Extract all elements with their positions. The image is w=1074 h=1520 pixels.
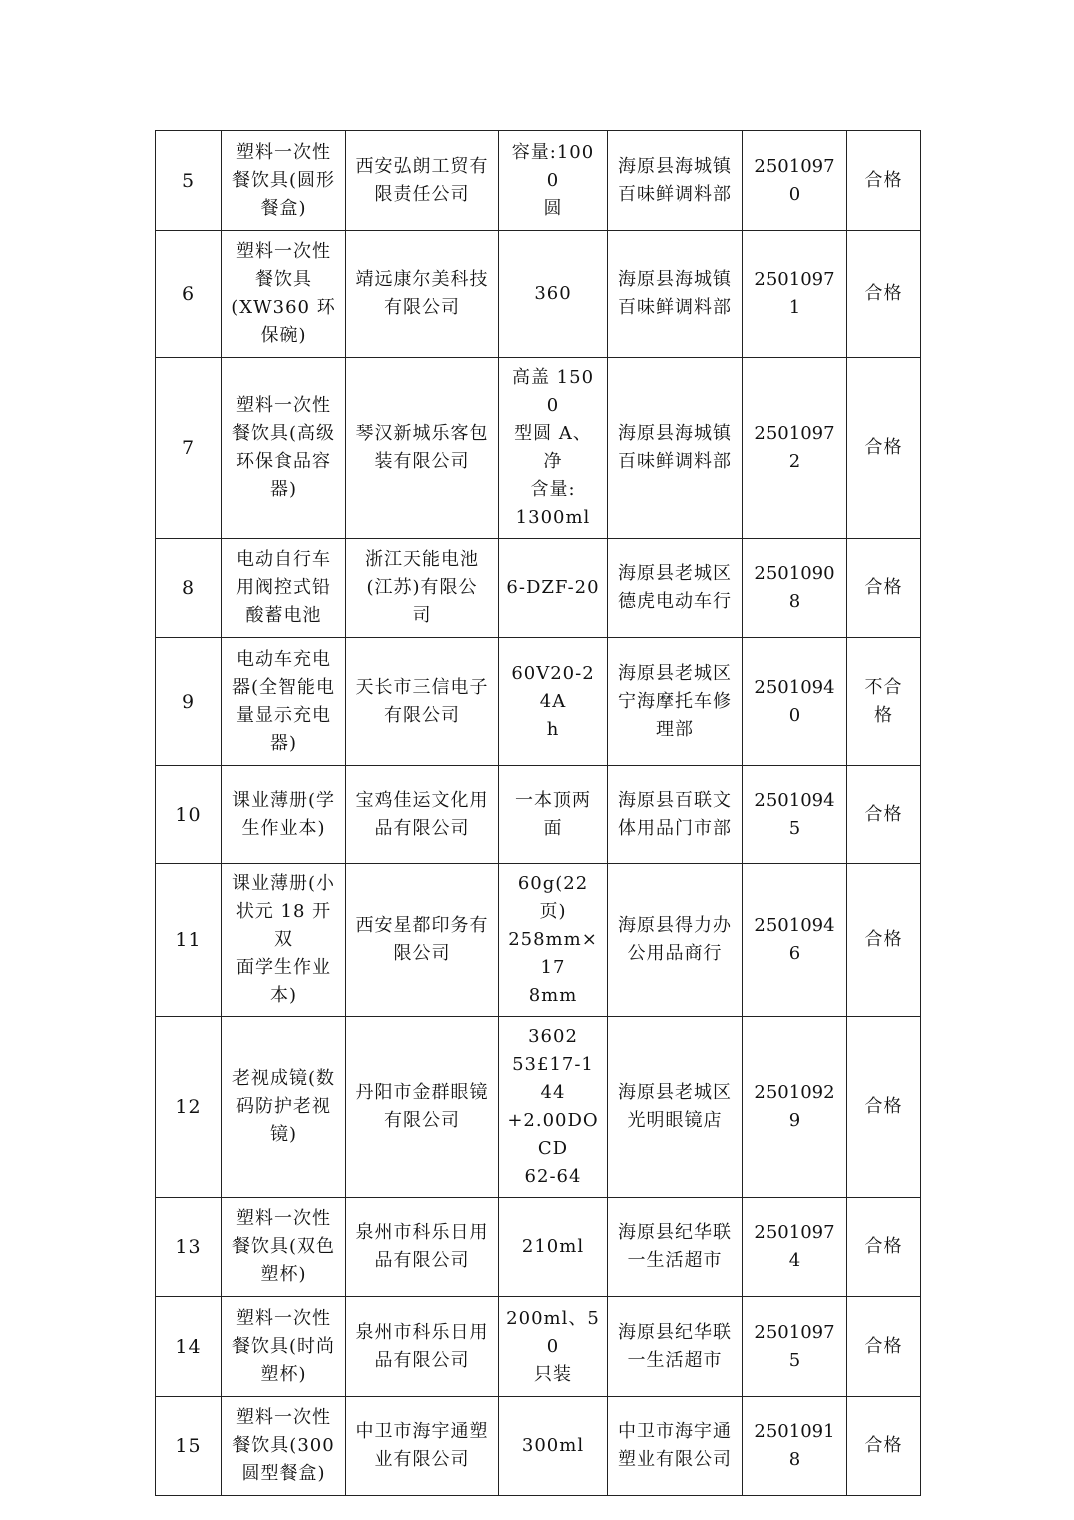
cell-specification: 6-DZF-20: [499, 539, 608, 638]
cell-specification: 300ml: [499, 1397, 608, 1496]
cell-sampled-seller: 海原县纪华联 一生活超市: [608, 1297, 743, 1397]
cell-result: 合格: [847, 1017, 921, 1198]
cell-product-name: 塑料一次性 餐饮具(时尚 塑杯): [222, 1297, 346, 1397]
cell-producer: 靖远康尔美科技 有限公司: [346, 231, 499, 358]
cell-specification: 容量:1000 圆: [499, 131, 608, 231]
cell-producer: 西安星都印务有 限公司: [346, 864, 499, 1017]
cell-product-name: 塑料一次性 餐饮具(双色 塑杯): [222, 1198, 346, 1297]
cell-sample-code: 25010972: [743, 358, 847, 539]
cell-result: 合格: [847, 131, 921, 231]
cell-sample-code: 25010918: [743, 1397, 847, 1496]
cell-product-name: 塑料一次性 餐饮具(高级 环保食品容 器): [222, 358, 346, 539]
cell-sampled-seller: 海原县百联文 体用品门市部: [608, 766, 743, 864]
cell-sample-code: 25010945: [743, 766, 847, 864]
cell-product-name: 电动自行车 用阀控式铅 酸蓄电池: [222, 539, 346, 638]
cell-producer: 泉州市科乐日用 品有限公司: [346, 1297, 499, 1397]
cell-serial-number: 15: [156, 1397, 222, 1496]
table-row: [156, 1297, 921, 1397]
cell-sampled-seller: 中卫市海宇通 塑业有限公司: [608, 1397, 743, 1496]
table-row: [156, 539, 921, 638]
cell-producer: 浙江天能电池 (江苏)有限公 司: [346, 539, 499, 638]
cell-specification: 210ml: [499, 1198, 608, 1297]
cell-sample-code: 25010974: [743, 1198, 847, 1297]
table-row: [156, 131, 921, 231]
cell-sampled-seller: 海原县得力办 公用品商行: [608, 864, 743, 1017]
cell-sampled-seller: 海原县海城镇 百味鲜调料部: [608, 231, 743, 358]
cell-result: 合格: [847, 539, 921, 638]
cell-serial-number: 6: [156, 231, 222, 358]
inspection-results-table: [155, 130, 921, 1496]
cell-sample-code: 25010946: [743, 864, 847, 1017]
table-row: [156, 766, 921, 864]
cell-sample-code: 25010971: [743, 231, 847, 358]
cell-result: 合格: [847, 864, 921, 1017]
cell-product-name: 塑料一次性 餐饮具(300 圆型餐盒): [222, 1397, 346, 1496]
cell-producer: 泉州市科乐日用 品有限公司: [346, 1198, 499, 1297]
cell-sampled-seller: 海原县海城镇 百味鲜调料部: [608, 358, 743, 539]
cell-serial-number: 14: [156, 1297, 222, 1397]
cell-result: 合格: [847, 358, 921, 539]
table-row: [156, 1397, 921, 1496]
cell-specification: 60V20-24A h: [499, 638, 608, 766]
cell-serial-number: 11: [156, 864, 222, 1017]
cell-specification: 60g(22 页) 258mm×17 8mm: [499, 864, 608, 1017]
cell-sampled-seller: 海原县老城区 德虎电动车行: [608, 539, 743, 638]
cell-result: 合格: [847, 1198, 921, 1297]
cell-serial-number: 7: [156, 358, 222, 539]
cell-serial-number: 9: [156, 638, 222, 766]
table-row: [156, 1198, 921, 1297]
cell-serial-number: 12: [156, 1017, 222, 1198]
cell-result: 合格: [847, 766, 921, 864]
cell-producer: 中卫市海宇通塑 业有限公司: [346, 1397, 499, 1496]
cell-sampled-seller: 海原县纪华联 一生活超市: [608, 1198, 743, 1297]
cell-specification: 360: [499, 231, 608, 358]
cell-sample-code: 25010970: [743, 131, 847, 231]
cell-sample-code: 25010908: [743, 539, 847, 638]
cell-serial-number: 8: [156, 539, 222, 638]
cell-sample-code: 25010940: [743, 638, 847, 766]
cell-sample-code: 25010975: [743, 1297, 847, 1397]
cell-producer: 丹阳市金群眼镜 有限公司: [346, 1017, 499, 1198]
cell-serial-number: 5: [156, 131, 222, 231]
cell-sampled-seller: 海原县海城镇 百味鲜调料部: [608, 131, 743, 231]
table-row: [156, 358, 921, 539]
table-row: [156, 231, 921, 358]
table-row: [156, 638, 921, 766]
cell-result: 合格: [847, 1397, 921, 1496]
cell-sampled-seller: 海原县老城区 光明眼镜店: [608, 1017, 743, 1198]
cell-result: 合格: [847, 231, 921, 358]
cell-product-name: 塑料一次性 餐饮具(圆形 餐盒): [222, 131, 346, 231]
cell-product-name: 塑料一次性 餐饮具 (XW360 环 保碗): [222, 231, 346, 358]
cell-specification: 200ml、50 只装: [499, 1297, 608, 1397]
cell-specification: 一本顶两 面: [499, 766, 608, 864]
cell-specification: 3602 53£17-144 +2.00DOCD 62-64: [499, 1017, 608, 1198]
table-row: [156, 864, 921, 1017]
cell-specification: 高盖 1500 型圆 A、净 含量: 1300ml: [499, 358, 608, 539]
cell-product-name: 课业薄册(学 生作业本): [222, 766, 346, 864]
cell-product-name: 老视成镜(数 码防护老视 镜): [222, 1017, 346, 1198]
cell-serial-number: 13: [156, 1198, 222, 1297]
cell-sample-code: 25010929: [743, 1017, 847, 1198]
cell-result: 不合 格: [847, 638, 921, 766]
cell-product-name: 电动车充电 器(全智能电 量显示充电 器): [222, 638, 346, 766]
cell-product-name: 课业薄册(小 状元 18 开双 面学生作业 本): [222, 864, 346, 1017]
cell-producer: 天长市三信电子 有限公司: [346, 638, 499, 766]
cell-serial-number: 10: [156, 766, 222, 864]
cell-result: 合格: [847, 1297, 921, 1397]
cell-producer: 宝鸡佳运文化用 品有限公司: [346, 766, 499, 864]
cell-producer: 西安弘朗工贸有 限责任公司: [346, 131, 499, 231]
table-row: [156, 1017, 921, 1198]
cell-producer: 琴汉新城乐客包 装有限公司: [346, 358, 499, 539]
table-body: [156, 131, 921, 1496]
cell-sampled-seller: 海原县老城区 宁海摩托车修 理部: [608, 638, 743, 766]
